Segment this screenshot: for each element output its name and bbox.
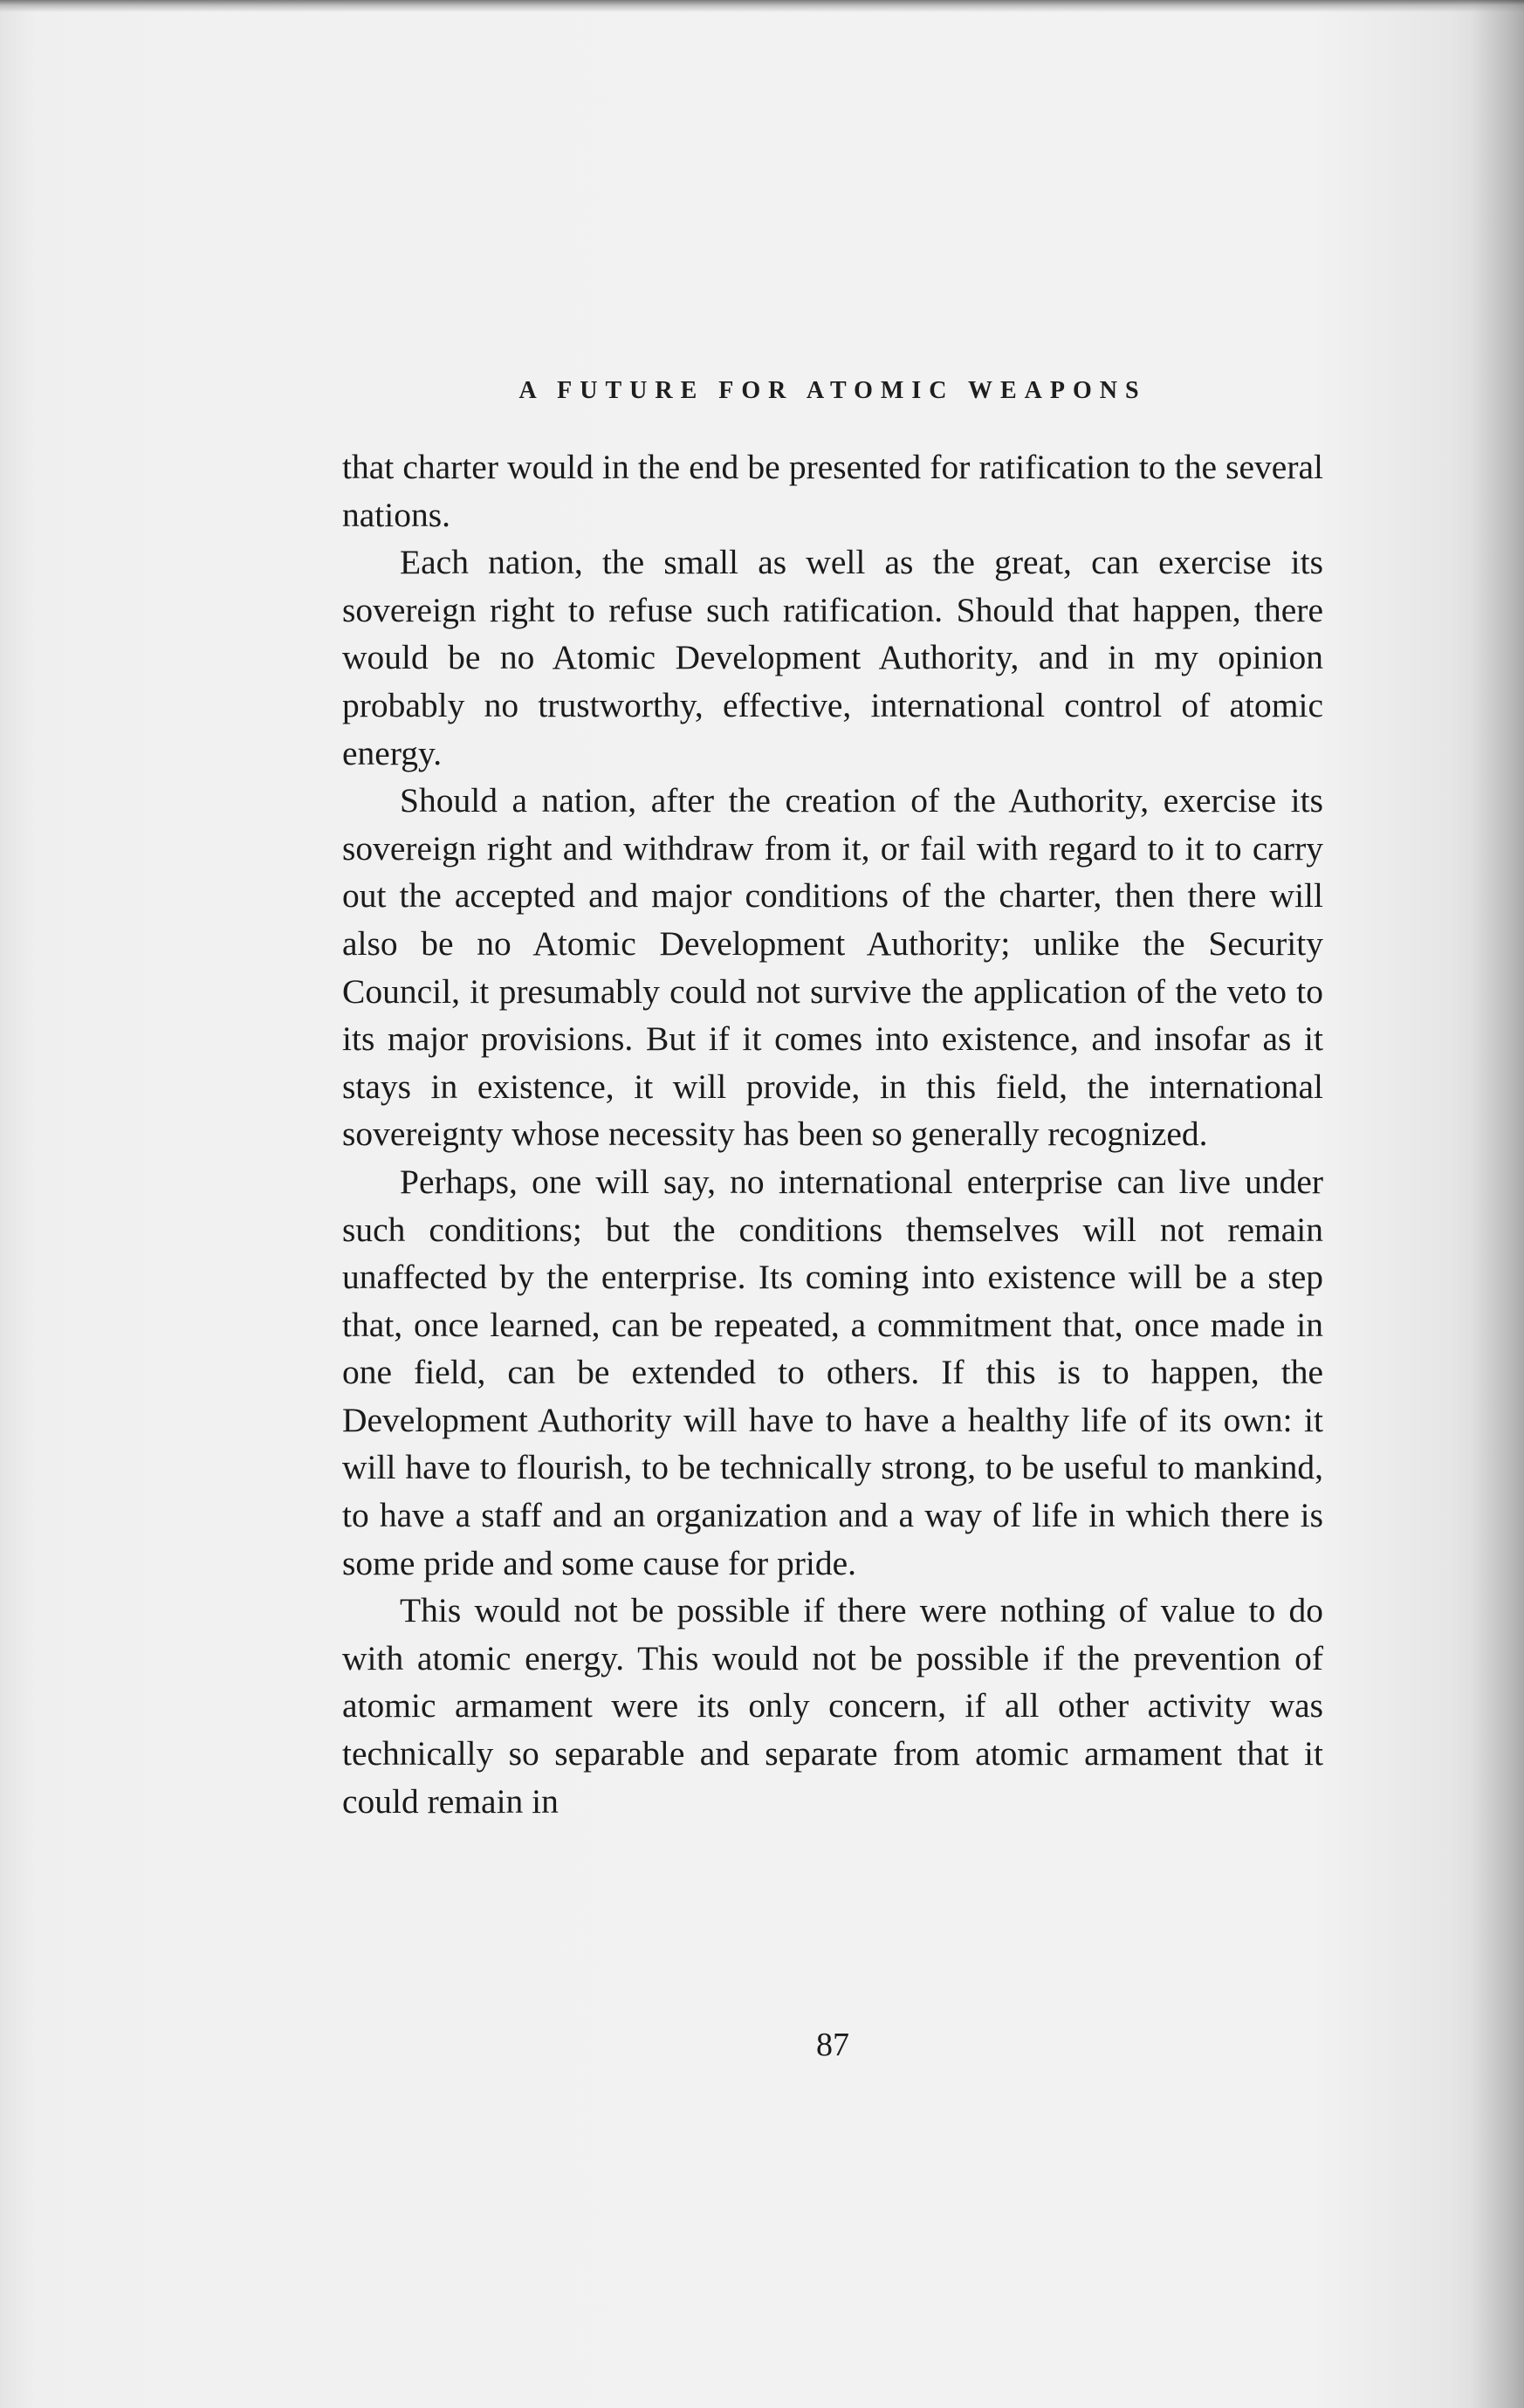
paragraph: Perhaps, one will say, no international enterprise can live under such conditions; but the conditions themselves will not remain unaffected by the enterprise. Its coming into existence will be a step that, once learned, can be repeated, a commitment that, once made in one field, can be extended to others. If this is to happen, the Development Authority will have to have a healthy life of its own: it will have to flourish, to be technically strong, to be useful to mankind, to have a staff and an organization and a way of life in which there is some pride and some cause for pride. [342,1162,1323,1582]
page-top-edge [0,0,1524,12]
paragraph: Each nation, the small as well as the great, can exercise its sovereign right to refuse such ratification. Should that happen, there would be no Atomic Development Authority, and in my opinion probably no trustworthy, effective, international control of atomic energy. [342,543,1323,772]
paragraph: This would not be possible if there were nothing of value to do with atomic energy. This would not be possible if the prevention of atomic armament were its only concern, if all other activity was technically so separable and separate from atomic armament that it could remain in [342,1591,1323,1821]
page-gutter-shadow [1472,0,1524,2408]
page-number: 87 [816,2027,849,2063]
paragraph: Should a nation, after the creation of the Authority, exercise its sovereign right and withdraw from it, or fail with regard to it to carry out the accepted and major conditions of the charter, then there will also be no Atomic Development Authority; unlike the Security Council, it presumably could not survive the application of the veto to its major provisions. But if it comes into existence, and insofar as it stays in existence, it will provide, in this field, the international sovereignty whose necessity has been so generally recognized. [342,781,1323,1154]
paragraph-continued: that charter would in the end be presented for ratification to the several nations. [342,448,1323,534]
running-head: A FUTURE FOR ATOMIC WEAPONS [518,377,1147,404]
body-text [342,443,1323,1825]
